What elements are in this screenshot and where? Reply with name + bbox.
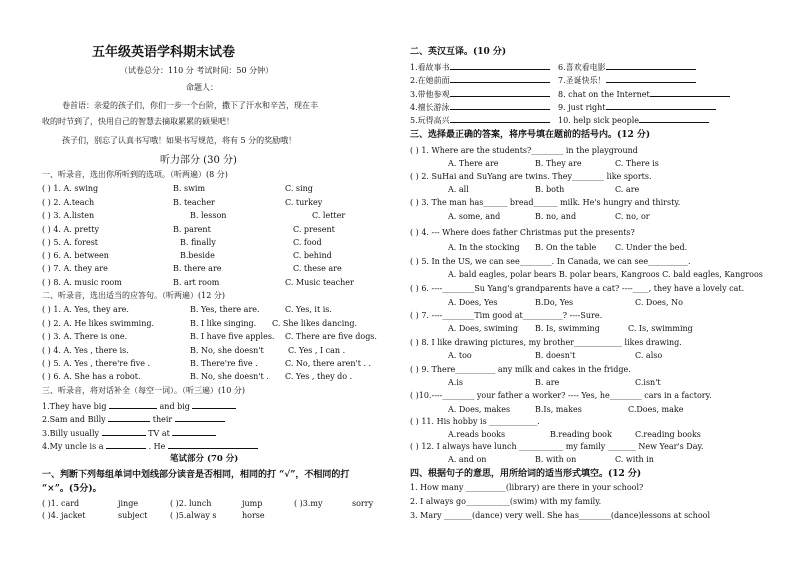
translation-prompt: 1.看故事书 <box>410 63 450 72</box>
question-text: ( ) 2. SuHai and SuYang are twins. They________ like sports. <box>410 172 652 181</box>
choice-option: C.Does, make <box>628 405 684 414</box>
exam-title: 五年级英语学科期末试卷 <box>92 45 236 60</box>
dialogue-line <box>42 440 258 451</box>
dialogue-text: . He <box>148 442 166 451</box>
question-text: ( ) 5. In the US, we can see________. In Canada, we can see__________. <box>410 257 691 266</box>
listening-part3-heading: 三、听录音，将对话补全（每空一词）。（听三遍）(10 分) <box>42 386 245 395</box>
response-a: ( ) 5. A. Yes , there're five . <box>42 359 151 368</box>
answer-blank[interactable] <box>606 74 696 83</box>
phonics-word: jump <box>242 499 263 508</box>
translation-item <box>558 88 730 99</box>
question-text: ( ) 11. His hobby is ____________. <box>410 417 540 426</box>
response-c: C. No, there aren't . . <box>285 359 372 368</box>
option-b: B. art room <box>173 278 220 287</box>
phonics-item: ( )4. jacket <box>42 511 86 520</box>
response-b: B. I like singing. <box>190 319 257 328</box>
question-text: ( ) 7. ----________Tim good at__________? ----Sure. <box>410 311 603 320</box>
phonics-word: sorry <box>352 499 374 508</box>
dialogue-text: 3.Billy usually <box>42 429 100 438</box>
response-c: C. Yes , they do . <box>285 372 353 381</box>
listening-part1-heading: 一、听录音，选出你所听到的选项。（听两遍）(8 分) <box>42 170 228 179</box>
option-b: B. lesson <box>190 211 227 220</box>
choice-option: C. Under the bed. <box>615 243 688 252</box>
translation-item <box>558 114 709 125</box>
option-c: C. these are <box>293 264 342 273</box>
choice-option: B. with on <box>535 455 577 464</box>
option-c: C. turkey <box>285 198 323 207</box>
choice-option: C. Does, No <box>635 298 683 307</box>
option-a: ( ) 7. A. they are <box>42 264 108 273</box>
response-a: ( ) 2. A. He likes swimming. <box>42 319 155 328</box>
dialogue-text: 1.They have big <box>42 402 107 411</box>
choice-option: B.Is, makes <box>535 405 582 414</box>
option-c: C. food <box>293 238 322 247</box>
exam-meta: （试卷总分：110 分 考试时间：50 分钟） <box>120 66 274 75</box>
intro-line-3: 孩子们，别忘了认真书写哦！如果书写规范，将有 5 分的奖励哦！ <box>62 136 297 145</box>
option-a: ( ) 2. A.teach <box>42 198 95 207</box>
choice-option: B. no, and <box>535 212 577 221</box>
option-c: C. behind <box>293 251 332 260</box>
choice-option: A. too <box>448 351 472 360</box>
translation-item <box>558 101 716 112</box>
option-b: B. there are <box>173 264 222 273</box>
translation-prompt: 7.圣诞快乐！ <box>558 76 606 85</box>
choice-heading: 三、选择最正确的答案，将序号填在题前的括号内。(12 分) <box>410 130 651 140</box>
intro-line-2: 收的时节到了，快用自己的智慧去摘取累累的硕果吧！ <box>42 117 234 126</box>
answer-blank[interactable] <box>450 61 550 70</box>
option-b: B. parent <box>173 225 211 234</box>
listening-title: 听力部分 (30 分) <box>160 155 237 166</box>
choice-option: B. On the table <box>535 243 597 252</box>
response-b: B. I have five apples. <box>190 332 275 341</box>
question-text: ( ) 8. I like drawing pictures, my brother____________ likes drawing. <box>410 338 682 347</box>
translation-item <box>558 61 696 72</box>
choice-option: A. all <box>448 185 469 194</box>
response-b: B. No, she doesn't . <box>190 372 269 381</box>
response-c: C. She likes dancing. <box>272 319 358 328</box>
question-text: ( ) 3. The man has______ bread______ milk. He's hungry and thirsty. <box>410 198 681 207</box>
choice-option: B. are <box>535 378 560 387</box>
question-text: ( ) 9. There__________ any milk and cakes in the fridge. <box>410 365 631 374</box>
choice-option: A.reads books <box>448 430 506 439</box>
choice-option: B. doesn't <box>535 351 576 360</box>
question-text: ( ) 12. I always have lunch ___________ my family _______ New Year's Day. <box>410 442 704 451</box>
response-c: C. Yes, it is. <box>285 305 332 314</box>
translation-item <box>410 61 550 72</box>
blank-field[interactable] <box>168 440 258 449</box>
choice-option: C. with in <box>615 455 654 464</box>
phonics-item: ( )5.alway s <box>170 511 217 520</box>
dialogue-text: 2.Sam and Billy <box>42 415 106 424</box>
dialogue-line <box>42 413 225 424</box>
option-a: ( ) 4. A. pretty <box>42 225 99 234</box>
choice-option: A. bald eagles, polar bears B. polar bears, Kangroos C. bald eagles, Kangroos <box>448 270 763 279</box>
listening-part2-heading: 二、听录音，选出适当的应答句。（听两遍）(12 分) <box>42 291 225 300</box>
translation-item <box>410 74 550 85</box>
option-c: C. letter <box>312 211 346 220</box>
choice-option: A. some, and <box>448 212 501 221</box>
translation-prompt: 4.擅长游泳 <box>410 103 450 112</box>
answer-blank[interactable] <box>450 74 550 83</box>
blank-field[interactable] <box>102 427 146 436</box>
choice-option: C. Is, swimming <box>628 324 693 333</box>
choice-option: C.reading books <box>635 430 701 439</box>
fill-line: 3. Mary _______(dance) very well. She has________(dance)lessons at school <box>410 511 711 520</box>
author-line: 命题人： <box>186 83 218 92</box>
answer-blank[interactable] <box>650 88 730 97</box>
option-a: ( ) 5. A. forest <box>42 238 99 247</box>
translation-item <box>410 114 550 125</box>
translation-prompt: 6.喜欢看电影 <box>558 63 606 72</box>
fill-heading: 四、根据句子的意思，用所给词的适当形式填空。(12 分) <box>410 469 642 479</box>
phonics-item: ( )1. card <box>42 499 80 508</box>
answer-blank[interactable] <box>450 101 550 110</box>
blank-field[interactable] <box>192 400 236 409</box>
question-text: ( ) 6. ----________Su Yang's grandparents have a cat? ----____, they have a lovely cat. <box>410 284 745 293</box>
option-a: ( ) 3. A.listen <box>42 211 95 220</box>
dialogue-text: and big <box>159 402 190 411</box>
dialogue-text: their <box>152 415 173 424</box>
fill-line: 2. I always go___________(swim) with my family. <box>410 497 602 506</box>
blank-field[interactable] <box>172 427 216 436</box>
choice-option: C. also <box>635 351 663 360</box>
translation-item <box>558 74 696 85</box>
phonics-word: jinge <box>118 499 139 508</box>
option-b: B. teacher <box>173 198 215 207</box>
blank-field[interactable] <box>106 440 146 449</box>
question-text: ( ) 4. --- Where does father Christmas put the presents? <box>410 228 635 237</box>
translation-prompt: 2.在她前面 <box>410 76 450 85</box>
choice-option: B. They are <box>535 159 582 168</box>
translation-prompt: 3.带他参观 <box>410 90 450 99</box>
choice-option: A. Does, makes <box>448 405 511 414</box>
choice-option: A. There are <box>448 159 499 168</box>
choice-option: C.isn't <box>635 378 661 387</box>
phonics-item: ( )3.my <box>294 499 323 508</box>
response-a: ( ) 4. A. Yes , there is. <box>42 346 129 355</box>
response-b: B. No, she doesn't <box>190 346 264 355</box>
translation-prompt: 9. just right <box>558 103 606 112</box>
phonics-item: ( )2. lunch <box>170 499 212 508</box>
blank-field[interactable] <box>108 413 150 422</box>
choice-option: B.reading book <box>550 430 612 439</box>
dialogue-line <box>42 427 216 438</box>
option-c: C. present <box>293 225 335 234</box>
answer-blank[interactable] <box>606 101 716 110</box>
dialogue-text: 4.My uncle is a <box>42 442 104 451</box>
choice-option: A. and on <box>448 455 487 464</box>
response-a: ( ) 3. A. There is one. <box>42 332 128 341</box>
translation-prompt: 5.玩得高兴 <box>410 116 450 125</box>
intro-line-1: 卷首语：亲爱的孩子们，你们一步一个台阶，撒下了汗水和辛苦，现在丰 <box>62 101 318 110</box>
writing-part1-heading-1: 一、判断下列每组单词中划线部分读音是否相同，相同的打 “√”，不相同的打 <box>42 470 350 480</box>
answer-blank[interactable] <box>639 114 709 123</box>
blank-field[interactable] <box>175 413 225 422</box>
phonics-word: subject <box>118 511 148 520</box>
choice-option: B. both <box>535 185 565 194</box>
option-a: ( ) 1. A. swing <box>42 184 99 193</box>
option-a: ( ) 6. A. between <box>42 251 109 260</box>
choice-option: C. There is <box>615 159 659 168</box>
choice-option: A. In the stocking <box>448 243 520 252</box>
answer-blank[interactable] <box>450 88 550 97</box>
choice-option: B. Is, swimming <box>535 324 600 333</box>
answer-blank[interactable] <box>450 114 550 123</box>
response-c: C. There are five dogs. <box>285 332 377 341</box>
choice-option: C. no, or <box>615 212 650 221</box>
translation-item <box>410 101 550 112</box>
translation-prompt: 10. help sick people <box>558 116 639 125</box>
response-a: ( ) 6. A. She has a robot. <box>42 372 141 381</box>
phonics-word: horse <box>242 511 265 520</box>
response-a: ( ) 1. A. Yes, they are. <box>42 305 129 314</box>
fill-line: 1. How many __________(library) are there in your school? <box>410 483 644 492</box>
choice-option: C. are <box>615 185 640 194</box>
option-b: B. finally <box>180 238 216 247</box>
writing-part1-heading-2: “×”。(5分)。 <box>42 484 102 494</box>
option-c: C. Music teacher <box>285 278 354 287</box>
choice-option: A. Does, swiming <box>448 324 518 333</box>
dialogue-line <box>42 400 236 411</box>
translation-heading: 二、英汉互译。(10 分) <box>410 47 507 57</box>
option-a: ( ) 8. A. music room <box>42 278 122 287</box>
option-c: C. sing <box>285 184 313 193</box>
question-text: ( ) 1. Where are the students?________ in the playground <box>410 146 638 155</box>
choice-option: A. Does, Yes <box>448 298 498 307</box>
question-text: ( )10.----________ your father a worker? ---- Yes, he________ cars in a factory. <box>410 391 712 400</box>
writing-title: 笔试部分 (70 分) <box>170 454 239 464</box>
choice-option: A.is <box>448 378 463 387</box>
dialogue-text: TV at <box>148 429 170 438</box>
response-b: B. Yes, there are. <box>190 305 260 314</box>
response-b: B. There're five . <box>190 359 258 368</box>
response-c: C. Yes , I can . <box>288 346 346 355</box>
translation-prompt: 8. chat on the Internet <box>558 90 650 99</box>
choice-option: B.Do, Yes <box>535 298 574 307</box>
option-b: B.beside <box>180 251 215 260</box>
answer-blank[interactable] <box>606 61 696 70</box>
translation-item <box>410 88 550 99</box>
blank-field[interactable] <box>109 400 157 409</box>
option-b: B. swim <box>173 184 206 193</box>
